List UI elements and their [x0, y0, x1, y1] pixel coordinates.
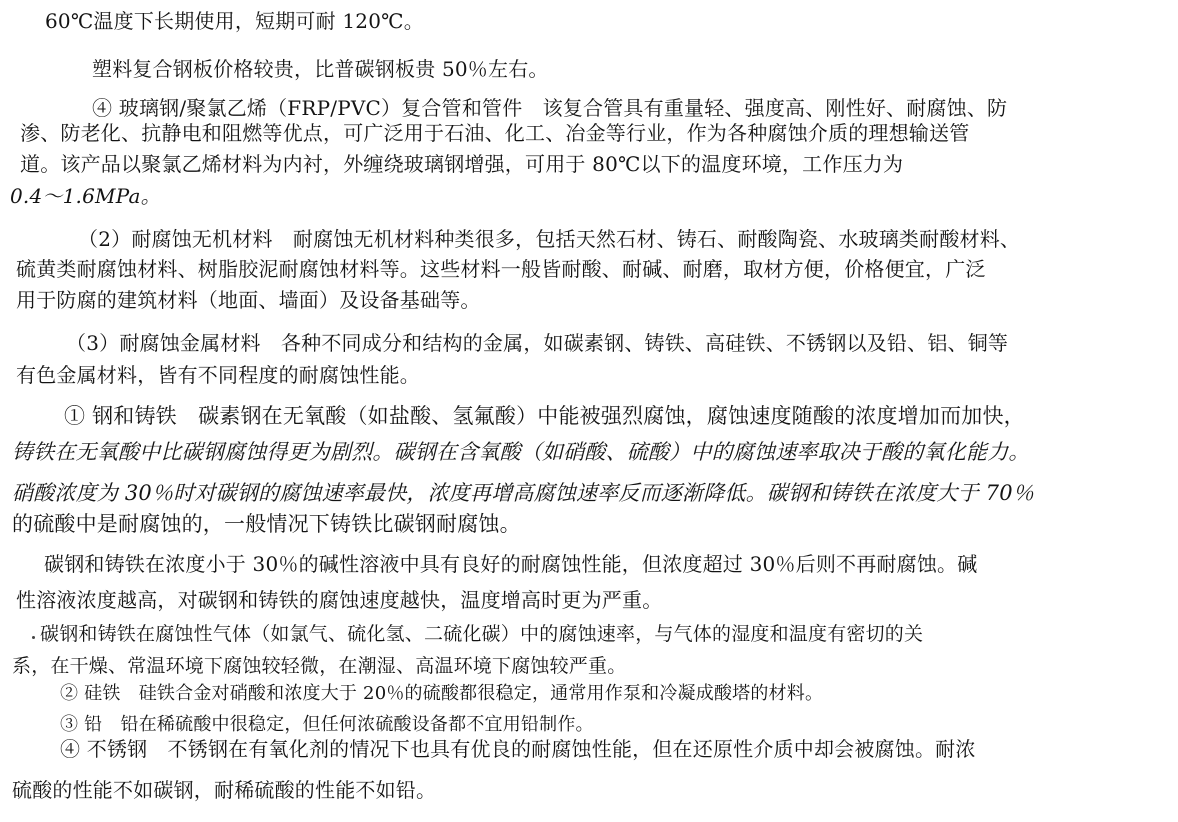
text-line: （2）耐腐蚀无机材料 耐腐蚀无机材料种类很多，包括天然石材、铸石、耐酸陶瓷、水玻璃类耐酸材料、 — [78, 227, 1021, 251]
text-line: 塑料复合钢板价格较贵，比普碳钢板贵 50％左右。 — [92, 57, 549, 81]
text-line: 碳钢和铸铁在浓度小于 30％的碱性溶液中具有良好的耐腐蚀性能，但浓度超过 30％后则不再耐腐蚀。碱 — [44, 552, 978, 576]
text-line: （3）耐腐蚀金属材料 各种不同成分和结构的金属，如碳素钢、铸铁、高硅铁、不锈钢以及铅、铝、铜等 — [66, 331, 1009, 355]
text-line: 硝酸浓度为 30％时对碳钢的腐蚀速率最快，浓度再增高腐蚀速率反而逐渐降低。碳钢和铸铁在浓度大于 70％ — [12, 481, 1034, 505]
text-line: ④ 不锈钢 不锈钢在有氧化剂的情况下也具有优良的耐腐蚀性能，但在还原性介质中却会被腐蚀。耐浓 — [60, 737, 976, 761]
text-line: 性溶液浓度越高，对碳钢和铸铁的腐蚀速度越快，温度增高时更为严重。 — [16, 588, 663, 612]
text-line: 铸铁在无氧酸中比碳钢腐蚀得更为剧烈。碳钢在含氧酸（如硝酸、硫酸）中的腐蚀速率取决于酸的氧化能力。 — [12, 440, 1030, 464]
text-line: ① 钢和铸铁 碳素钢在无氧酸（如盐酸、氢氟酸）中能被强烈腐蚀，腐蚀速度随酸的浓度增加而加快， — [64, 404, 1025, 428]
text-line: 0.4～1.6MPa。 — [10, 184, 161, 208]
text-line: 60℃温度下长期使用，短期可耐 120℃。 — [45, 9, 424, 33]
text-line: 硫黄类耐腐蚀材料、树脂胶泥耐腐蚀材料等。这些材料一般皆耐酸、耐碱、耐磨，取材方便，价格便宜，广泛 — [16, 257, 986, 281]
text-line: 的硫酸中是耐腐蚀的，一般情况下铸铁比碳钢耐腐蚀。 — [12, 512, 521, 536]
text-line: 有色金属材料，皆有不同程度的耐腐蚀性能。 — [16, 363, 420, 387]
text-line: 道。该产品以聚氯乙烯材料为内衬，外缠绕玻璃钢增强，可用于 80℃以下的温度环境，工作压力为 — [20, 152, 904, 176]
text-line: 渗、防老化、抗静电和阻燃等优点，可广泛用于石油、化工、冶金等行业，作为各种腐蚀介质的理想输送管 — [20, 121, 970, 145]
text-line: ④ 玻璃钢/聚氯乙烯（FRP/PVC）复合管和管件 该复合管具有重量轻、强度高、刚性好、耐腐蚀、防 — [92, 96, 1008, 120]
text-line: ② 硅铁 硅铁合金对硝酸和浓度大于 20％的硫酸都很稳定，通常用作泵和冷凝成酸塔的材料。 — [60, 683, 824, 704]
text-line: 用于防腐的建筑材料（地面、墙面）及设备基础等。 — [16, 288, 481, 312]
scan-speck — [32, 636, 35, 639]
text-line: 系，在干燥、常温环境下腐蚀较轻微，在潮湿、高温环境下腐蚀较严重。 — [12, 655, 627, 677]
text-line: 硫酸的性能不如碳钢，耐稀硫酸的性能不如铅。 — [12, 778, 437, 802]
text-line: ③ 铅 铅在稀硫酸中很稳定，但任何浓硫酸设备都不宜用铅制作。 — [60, 714, 594, 735]
text-line: 碳钢和铸铁在腐蚀性气体（如氯气、硫化氢、二硫化碳）中的腐蚀速率，与气体的湿度和温度有密切的关 — [40, 623, 924, 645]
